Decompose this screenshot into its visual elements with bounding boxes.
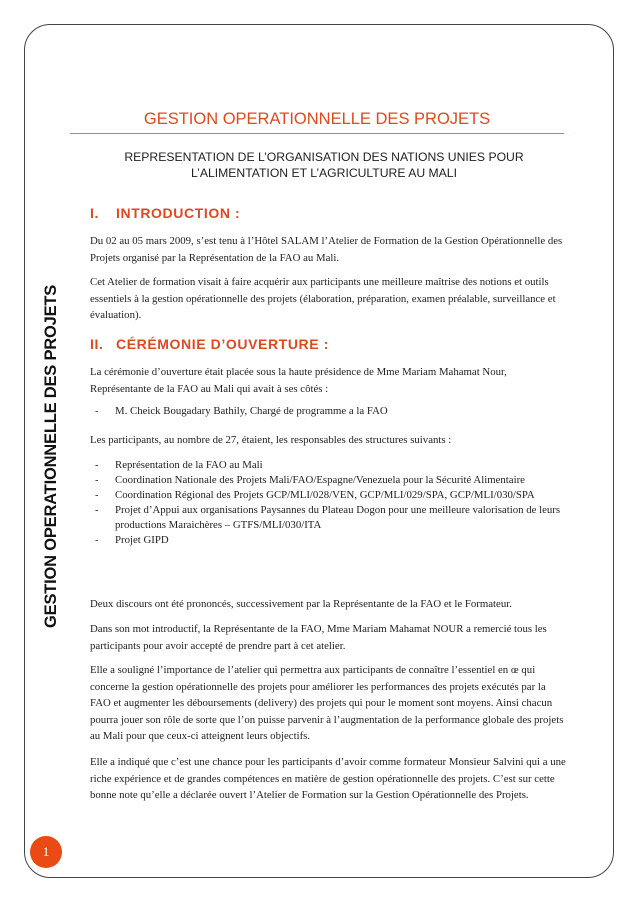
structures-list — [90, 458, 566, 548]
section-heading-introduction — [90, 205, 240, 221]
bullet-dash: - — [95, 534, 99, 546]
paragraph: Les participants, au nombre de 27, étaient, les responsables des structures suivants : — [90, 434, 452, 446]
paragraph: Du 02 au 05 mars 2009, s’est tenu à l’Hôtel SALAM l’Atelier de Formation de la Gestion Opérationnelle des Projets organisé par la Représentation de la FAO au Mali. — [90, 235, 563, 264]
paragraph: La cérémonie d’ouverture était placée sous la haute présidence de Mme Mariam Mahamat Nour, Représentante de la FAO au Mali qui avait à ses côtés : — [90, 366, 507, 395]
page-number-badge: 1 — [30, 836, 62, 868]
title-divider — [70, 133, 564, 134]
attendee-list — [90, 404, 566, 419]
list-item-text: M. Cheick Bougadary Bathily, Chargé de programme a la FAO — [115, 405, 388, 417]
section-number: I. — [90, 205, 99, 221]
paragraph: Dans son mot introductif, la Représentante de la FAO, Mme Mariam Mahamat NOUR a remercié tous les participants pour avoir accepté de prendre part à cet atelier. — [90, 623, 547, 652]
paragraph: Deux discours ont été prononcés, successivement par la Représentante de la FAO et le Formateur. — [90, 598, 512, 610]
document-subtitle — [86, 149, 562, 181]
document-title: GESTION OPERATIONNELLE DES PROJETS — [143, 110, 491, 128]
list-item-text: Projet d’Appui aux organisations Paysannes du Plateau Dogon pour une meilleure valorisation de leurs productions Maraichères – GTFS/MLI/030/ITA — [115, 504, 561, 531]
list-item-text: Coordination Régional des Projets GCP/MLI/028/VEN, GCP/MLI/029/SPA, GCP/MLI/030/SPA — [115, 489, 535, 501]
list-item-text: Projet GIPD — [115, 534, 169, 546]
bullet-dash: - — [95, 459, 99, 471]
paragraph: Cet Atelier de formation visait à faire acquérir aux participants une meilleure maîtrise des notions et outils essentiels à la gestion opérationnelle des projets (élaboration, préparation, examen préalable, surveillance et évaluation). — [90, 276, 556, 321]
bullet-dash: - — [95, 489, 99, 501]
list-item — [90, 473, 566, 488]
side-title: GESTION OPERATIONNELLE DES PROJETS — [42, 284, 60, 628]
list-item — [90, 533, 566, 548]
bullet-dash: - — [95, 474, 99, 486]
paragraph: Elle a souligné l’importance de l’atelier qui permettra aux participants de connaître l’essentiel en œ qui concerne la gestion opérationnelle des projets pour améliorer les performances des projets exécutés par la FAO et augmenter les déboursements (delivery) des projets qui pour le moment sont moyens. Ainsi chacun pourra jouer son rôle de sorte que l’on puisse parvenir à l’augmentation de la performance globale des projets au Mali pour que ceux-ci atteignent leurs objectifs. — [90, 664, 564, 742]
paragraph: Elle a indiqué que c’est une chance pour les participants d’avoir comme formateur Monsieur Salvini qui a une riche expérience et de grandes compétences en matière de gestion opérationnelle des projets. C’est sur cette bonne note qu’elle a déclarée ouvert l’Atelier de Formation sur la Gestion Opérationnelle des Projets. — [90, 756, 566, 801]
list-item — [90, 404, 566, 419]
section-heading-ceremonie — [90, 336, 329, 352]
list-item — [90, 458, 566, 473]
section-number: II. — [90, 336, 104, 352]
section-title: INTRODUCTION : — [116, 205, 241, 221]
subtitle-line-1: REPRESENTATION DE L’ORGANISATION DES NATIONS UNIES POUR — [124, 150, 524, 164]
bullet-dash: - — [95, 504, 99, 516]
bullet-dash: - — [95, 405, 99, 417]
list-item-text: Coordination Nationale des Projets Mali/FAO/Espagne/Venezuela pour la Sécurité Alimentaire — [115, 474, 525, 486]
list-item — [90, 503, 566, 533]
section-title: CÉRÉMONIE D’OUVERTURE : — [116, 336, 329, 352]
subtitle-line-2: L’ALIMENTATION ET L’AGRICULTURE AU MALI — [191, 166, 457, 180]
list-item-text: Représentation de la FAO au Mali — [115, 459, 263, 471]
list-item — [90, 488, 566, 503]
